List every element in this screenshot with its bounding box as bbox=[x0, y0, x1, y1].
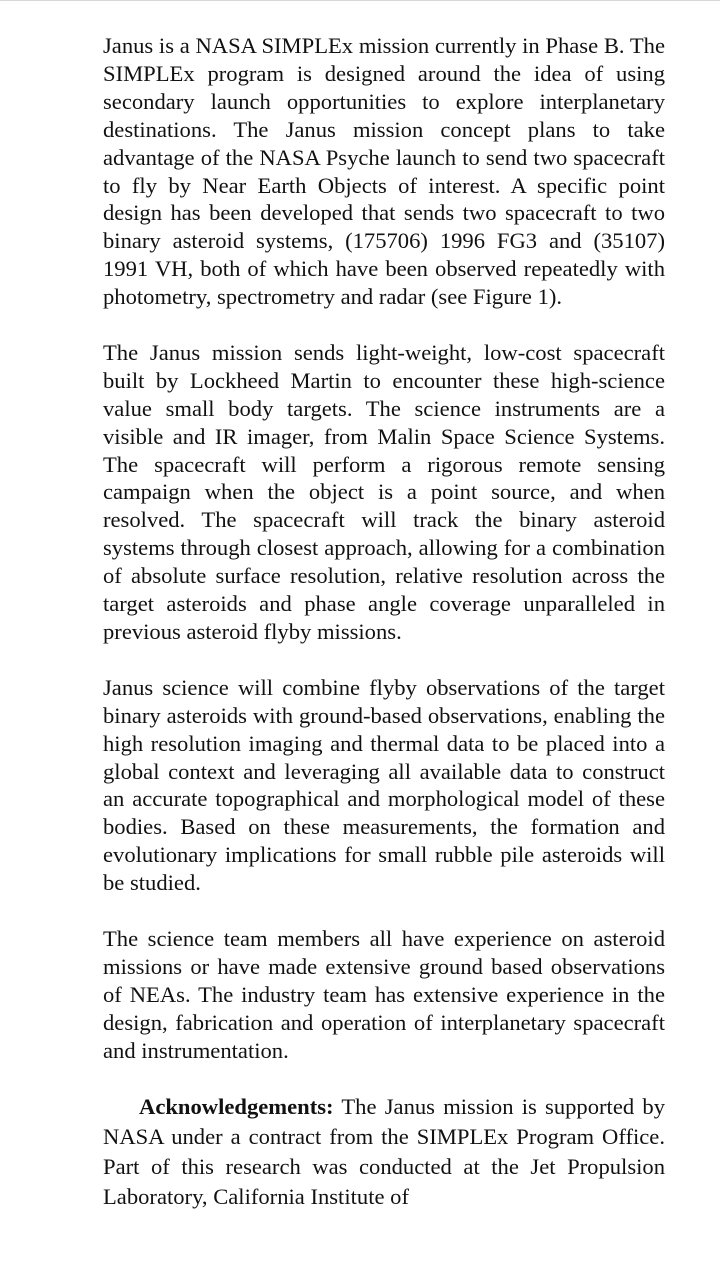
acknowledgements-text: The Janus mission is supported by NASA under a contract from the SIMPLEx Program Office. Part of this research was conducted at the Jet Propulsion Laboratory, California Institute of bbox=[103, 1094, 665, 1210]
paragraph-mission-overview: Janus is a NASA SIMPLEx mission currently in Phase B. The SIMPLEx program is designed around the idea of using secondary launch opportunities to explore interplanetary destinations. The Janus mission concept plans to take advantage of the NASA Psyche launch to send two spacecraft to fly by Near Earth Objects of interest. A specific point design has been developed that sends two spacecraft to two binary asteroid systems, (175706) 1996 FG3 and (35107) 1991 VH, both of which have been observed repeatedly with photometry, spectrometry and radar (see Figure 1). bbox=[103, 33, 665, 310]
paragraph-spacecraft-instruments: The Janus mission sends light-weight, low-cost spacecraft built by Lockheed Martin to encounter these high-science value small body targets. The science instruments are a visible and IR imager, from Malin Space Science Systems. The spacecraft will perform a rigorous remote sensing campaign when the object is a point source, and when resolved. The spacecraft will track the binary asteroid systems through closest approach, allowing for a combination of absolute surface resolution, relative resolution across the target asteroids and phase angle coverage unparalleled in previous asteroid flyby missions. bbox=[103, 339, 665, 645]
paragraph-science-goals: Janus science will combine flyby observations of the target binary asteroids with ground-based observations, enabling the high resolution imaging and thermal data to be placed into a global context and leveraging all available data to construct an accurate topographical and morphological model of these bodies. Based on these measurements, the formation and evolutionary implications for small rubble pile asteroids will be studied. bbox=[103, 674, 665, 896]
top-divider bbox=[0, 0, 720, 1]
document-body bbox=[103, 32, 665, 1240]
paragraph-team-experience: The science team members all have experience on asteroid missions or have made extensive ground based observations of NEAs. The industry team has extensive experience in the design, fabrication and operation of interplanetary spacecraft and instrumentation. bbox=[103, 925, 665, 1063]
acknowledgements-heading: Acknowledgements: bbox=[139, 1094, 334, 1120]
acknowledgements-paragraph bbox=[103, 1092, 665, 1212]
